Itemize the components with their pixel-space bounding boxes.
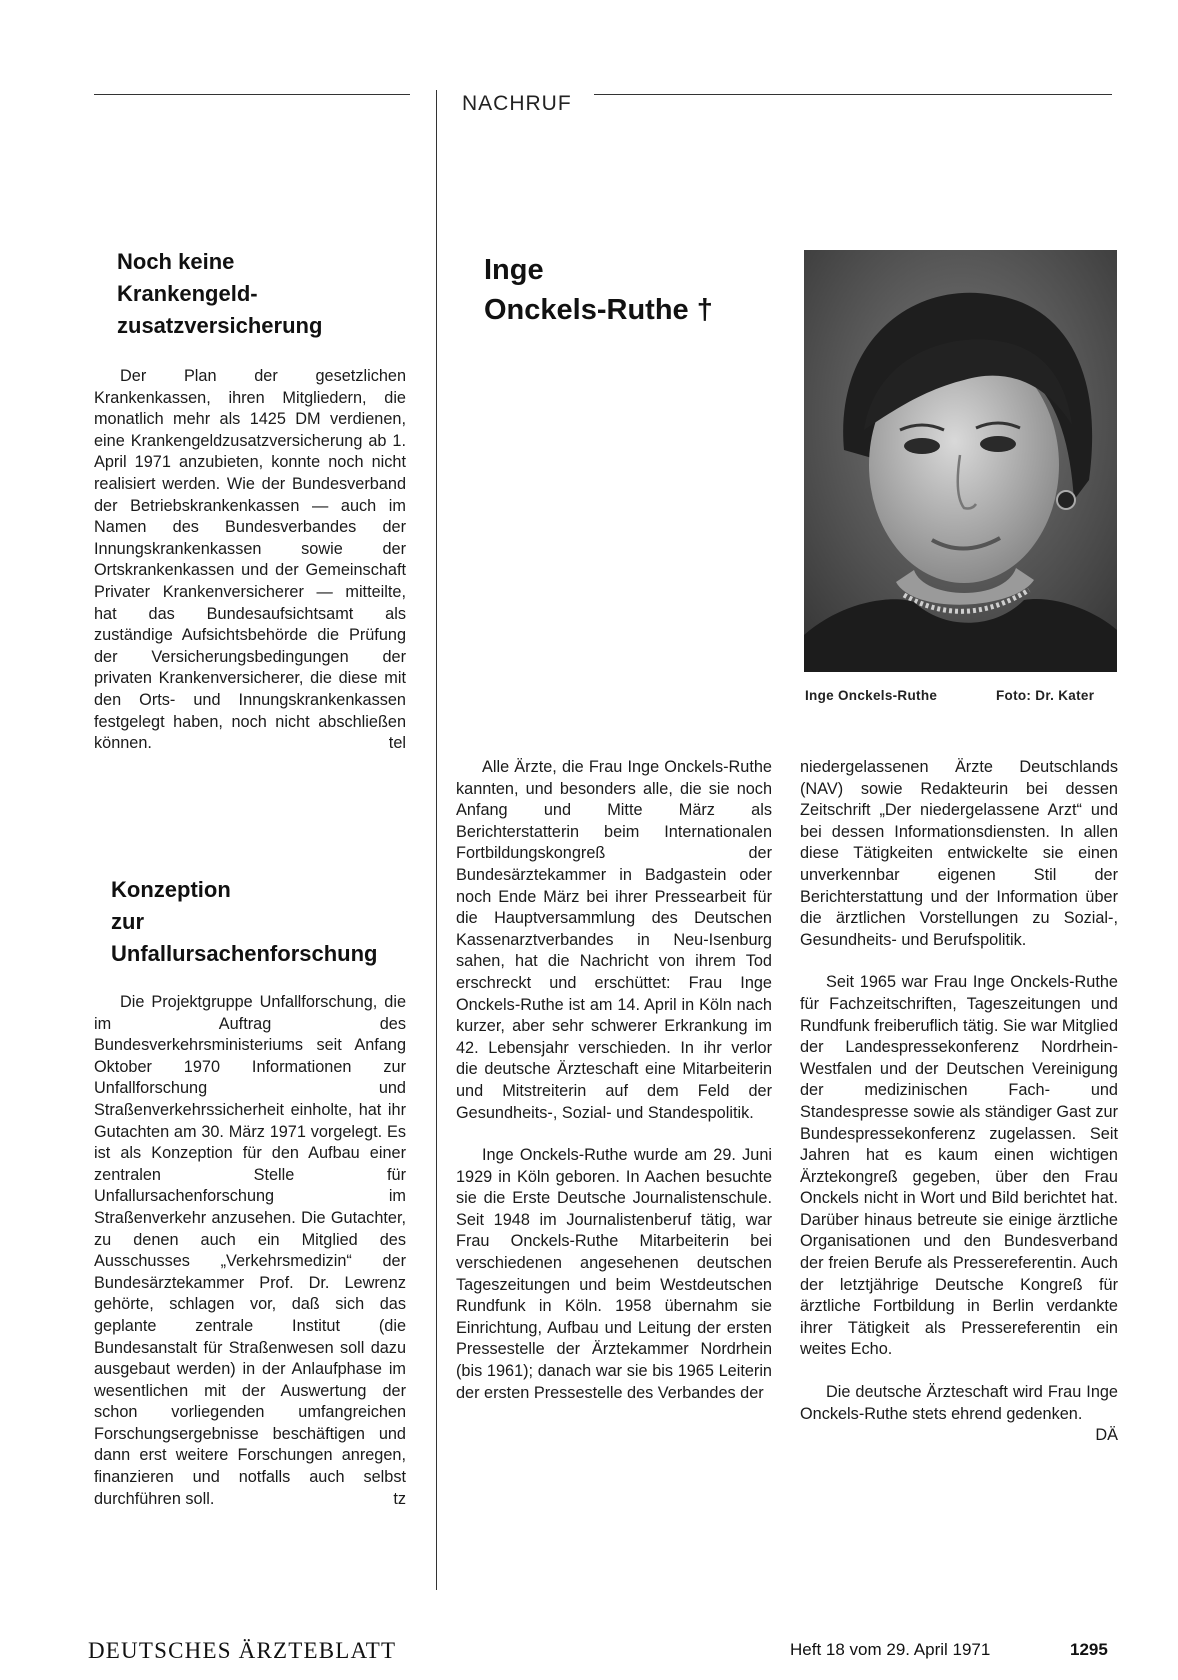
issue-info: Heft 18 vom 29. April 1971 [790,1640,991,1659]
article-2-paragraph: Die Projektgruppe Unfallforschung, die im Auftrag des Bundesverkehrsministeriums seit Anfang Oktober 1970 Informationen zur Unfallforschung und Straßenverkehrssicherheit einholte, hat ihr Gutachten am 30. März 1971 vorgelegt. Es ist als Konzeption für den Aufbau einer zentralen Stelle für Unfallursachenforschung im Straßenverkehr anzusehen. Die Gutachter, zu denen auch ein Mitglied des Ausschusses „Verkehrsmedizin“ der Bundesärztekammer Prof. Dr. Lewrenz gehörte, schlagen vor, daß sich das geplante zentrale Institut (die Bundesanstalt für Straßenwesen soll dazu ausgebaut werden) in der Anlaufphase im wesentlichen mit der Auswertung der schon vorliegenden umfangreichen Forschungsergebnisse beschäftigen und dann erst weitere Forschungen anregen, finanzieren und notfalls auch selbst durchführen soll. tz [94,992,406,1510]
article-2-signature: tz [393,1489,406,1508]
photo-credit: Foto: Dr. Kater [996,688,1095,703]
obituary-column-2 [800,757,1118,1447]
article-2-title-line: Unfallursachenforschung [111,941,378,966]
obituary-column-1 [456,757,772,1404]
article-2-title-line: zur [111,909,144,934]
section-label: NACHRUF [462,92,572,115]
article-1-title [117,246,417,342]
article-2-title-line: Konzeption [111,877,231,902]
obituary-title [484,250,784,330]
obituary-title-line: Inge [484,254,544,286]
article-1-signature: tel [388,734,406,753]
portrait-illustration [804,250,1117,672]
article-1-body [94,366,406,755]
obituary-paragraph: niedergelassenen Ärzte Deutschlands (NAV) sowie Redakteurin bei dessen Zeitschrift „Der niedergelassene Arzt“ und bei dessen Informationsdiensten. In allen diese Tätigkeiten entwickelte sie einen unverkennbar eigenen Stil der Berichterstattung und der Information über die ärztlichen Vorstellungen zu Sozial-, Gesundheits- und Berufspolitik. [800,758,1118,949]
top-rule-right [594,94,1112,95]
article-1-paragraph: Der Plan der gesetzlichen Krankenkassen, ihren Mitgliedern, die monatlich mehr als 1425 DM verdienen, eine Krankengeldzusatzversicherung ab 1. April 1971 anzubieten, konnte noch nicht realisiert werden. Wie der Bundesverband der Betriebskrankenkassen — auch im Namen des Bundesverbandes der Innungskrankenkassen sowie der Ortskrankenkassen und der Gemeinschaft Privater Krankenversicherer — mitteilte, hat das Bundesaufsichtsamt als zuständige Aufsichtsbehörde die Prüfung der Versicherungsbedingungen der privaten Krankenversicherer, die diese mit den Orts- und Innungskrankenkassen festgelegt haben, noch nicht abschließen können. tel [94,366,406,755]
obituary-paragraph: Alle Ärzte, die Frau Inge Onckels-Ruthe kannten, und besonders alle, die sie noch Anfang und Mitte März als Berichterstatterin beim Internationalen Fortbildungskongreß der Bundesärztekammer in Badgastein oder noch Ende März bei ihrer Pressearbeit für die Hauptversammlung des Deutschen Kassenarztverbandes in Neu-Isenburg sahen, hat die Nachricht von ihrem Tod erschreckt und erschüttet: Frau Inge Onckels-Ruthe ist am 14. April in Köln nach kurzer, aber sehr schwerer Erkrankung im 42. Lebensjahr verschieden. In ihr verlor die deutsche Ärzteschaft eine Mitarbeiterin und Mitstreiterin auf dem Feld der Gesundheits-, Sozial- und Standespolitik. [456,758,772,1122]
page-number: 1295 [1070,1640,1108,1659]
obituary-paragraph: Seit 1965 war Frau Inge Onckels-Ruthe für Fachzeitschriften, Tageszeitungen und Rundfunk freiberuflich tätig. Sie war Mitglied der Landespressekonferenz Nordrhein-Westfalen und der Deutschen Vereinigung der medizinischen Fach- und Standespresse sowie als ständiger Gast zur Bundespressekonferenz zugelassen. Seit Jahren hat es kaum einen wichtigen Ärztekongreß gegeben, über den Frau Onckels nicht in Wort und Bild berichtet hat. Darüber hinaus betreute sie einige ärztliche Organisationen und den Bundesverband der freien Berufe als Pressereferentin. Auch der letztjährige Deutsche Kongreß für ärztliche Fortbildung in Berlin verdankte ihrer Tätigkeit als Pressereferentin ein weites Echo. [800,973,1118,1359]
column-divider [436,90,437,1590]
obituary-paragraph: Inge Onckels-Ruthe wurde am 29. Juni 1929 in Köln geboren. In Aachen besuchte sie die Erste Deutsche Journalistenschule. Seit 1948 im Journalistenberuf tätig, war Frau Onckels-Ruthe Mitarbeiterin bei verschiedenen angesehenen deutschen Tageszeitungen und beim Westdeutschen Rundfunk in Köln. 1958 übernahm sie Einrichtung, Aufbau und Leitung der ersten Pressestelle der Ärztekammer Nordrhein (bis 1961); danach war sie bis 1965 Leiterin der ersten Pressestelle des Verbandes der [456,1146,772,1402]
article-2-title [111,874,421,970]
portrait-photo [804,250,1117,672]
obituary-signature: DÄ [1095,1426,1118,1445]
journal-name: DEUTSCHES ÄRZTEBLATT [88,1638,397,1663]
obituary-title-line: Onckels-Ruthe † [484,294,713,326]
photo-caption: Inge Onckels-Ruthe [805,688,938,703]
article-1-title-line: Krankengeld- [117,281,258,306]
obituary-paragraph: Die deutsche Ärzteschaft wird Frau Inge Onckels-Ruthe stets ehrend gedenken. DÄ [800,1382,1118,1425]
article-1-title-line: zusatzversicherung [117,313,323,338]
article-2-body [94,992,406,1510]
top-rule-left [94,94,410,95]
article-1-title-line: Noch keine [117,249,235,274]
